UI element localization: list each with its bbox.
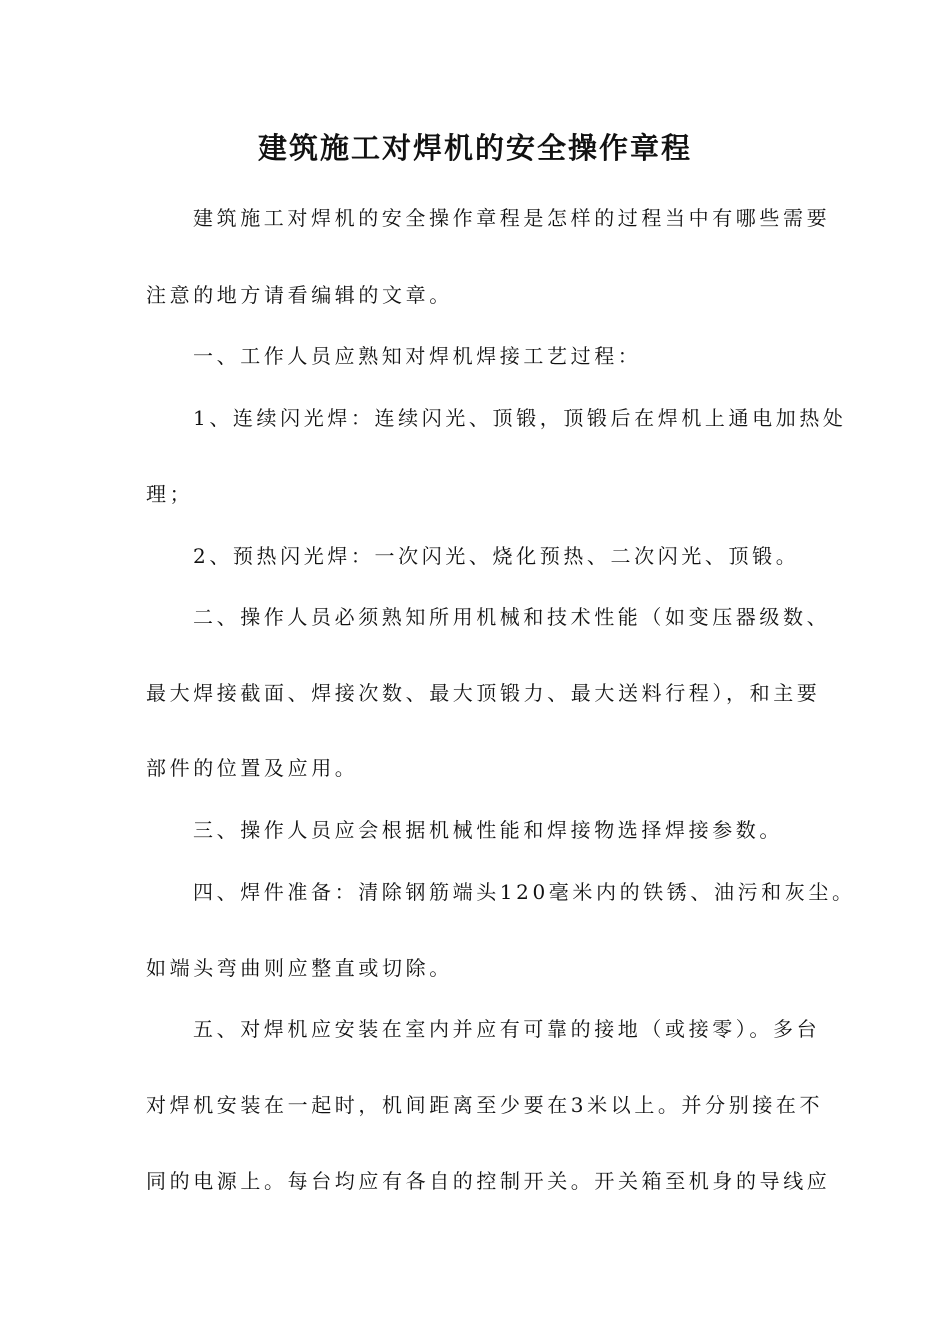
paragraph-line-section-4a: 四、焊件准备：清除钢筋端头120毫米内的铁锈、油污和灰尘。: [193, 880, 856, 904]
paragraph-line-item-2: 2、预热闪光焊：一次闪光、烧化预热、二次闪光、顶锻。: [193, 544, 800, 568]
paragraph-line-section-5a: 五、对焊机应安装在室内并应有可靠的接地（或接零）。多台: [193, 1017, 821, 1041]
paragraph-line-section-2a: 二、操作人员必须熟知所用机械和技术性能（如变压器级数、: [193, 605, 831, 629]
paragraph-line-section-4b: 如端头弯曲则应整直或切除。: [146, 956, 453, 980]
paragraph-line-section-2c: 部件的位置及应用。: [146, 756, 359, 780]
paragraph-line-section-3: 三、操作人员应会根据机械性能和焊接物选择焊接参数。: [193, 818, 783, 842]
paragraph-line-section-1: 一、工作人员应熟知对焊机焊接工艺过程：: [193, 344, 642, 368]
document-title: 建筑施工对焊机的安全操作章程: [257, 131, 692, 165]
paragraph-line-intro-2: 注意的地方请看编辑的文章。: [146, 283, 453, 307]
paragraph-line-section-5c: 同的电源上。每台均应有各自的控制开关。开关箱至机身的导线应: [146, 1169, 831, 1193]
paragraph-line-item-1b: 理；: [146, 482, 194, 506]
paragraph-line-item-1a: 1、连续闪光焊：连续闪光、顶锻，顶锻后在焊机上通电加热处: [193, 406, 847, 430]
paragraph-line-section-5b: 对焊机安装在一起时，机间距离至少要在3米以上。并分别接在不: [146, 1093, 824, 1117]
paragraph-line-intro-1: 建筑施工对焊机的安全操作章程是怎样的过程当中有哪些需要: [193, 206, 831, 230]
paragraph-line-section-2b: 最大焊接截面、焊接次数、最大顶锻力、最大送料行程），和主要: [146, 681, 821, 705]
